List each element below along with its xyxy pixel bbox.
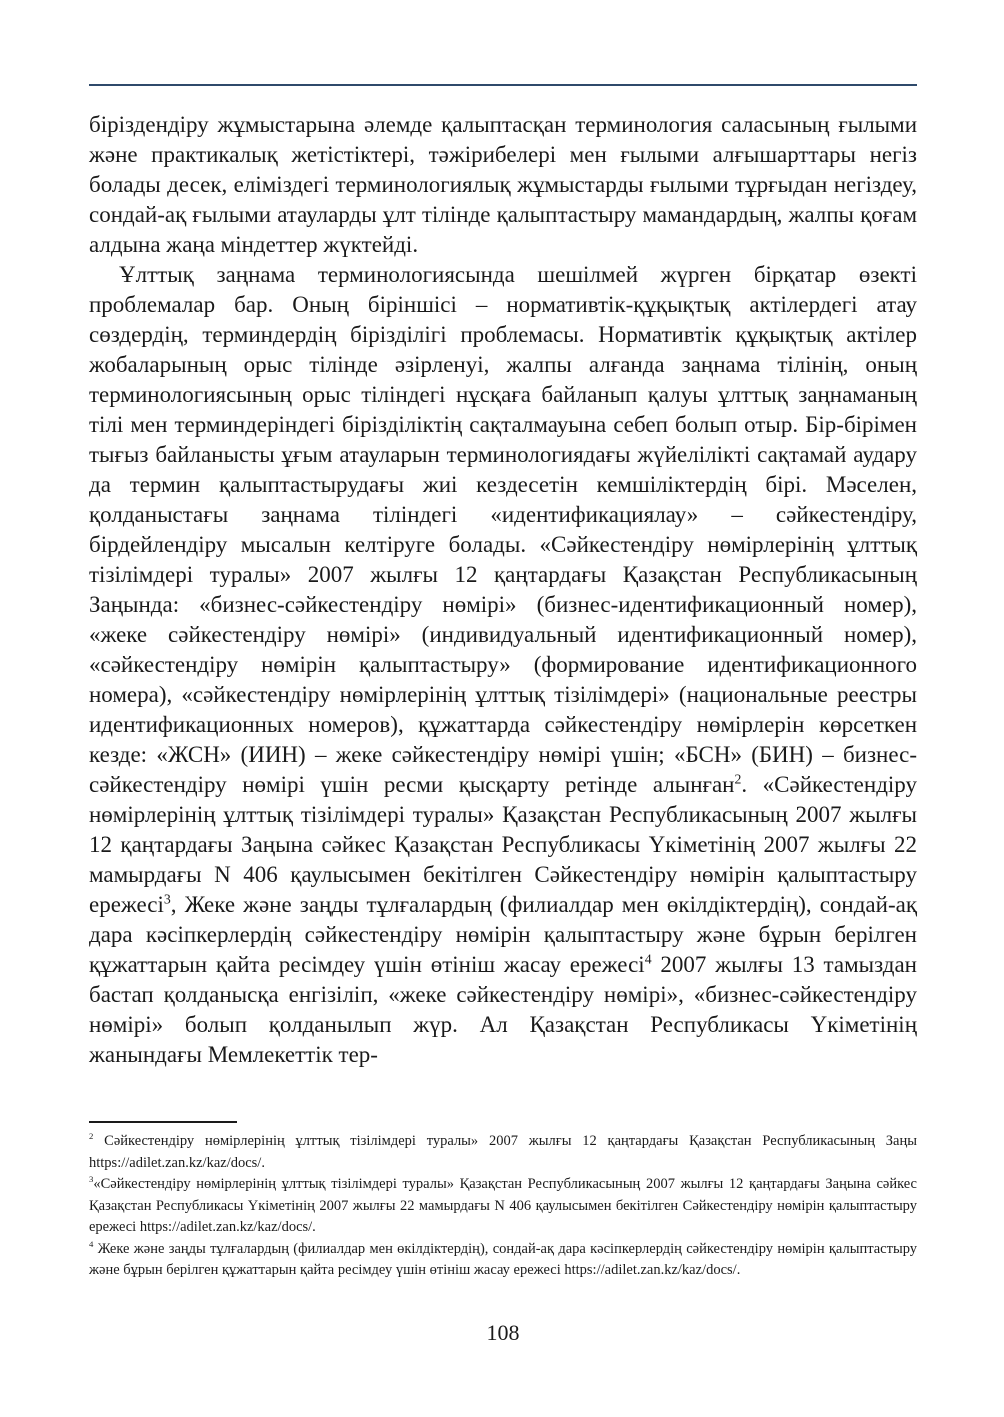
footnote-number: 2 <box>89 1131 94 1142</box>
main-body-text <box>89 110 917 1070</box>
footnote-reference: 4 <box>644 951 652 967</box>
header-rule <box>89 84 917 86</box>
footnote-number: 3 <box>89 1174 94 1185</box>
paragraph-text: . «Сәйкестендіру нөмірлерінің ұлттық тізілімдері туралы» Қазақстан Республикасының 2007 жылғы 12 қаңтардағы Заңына сәйкес Қазақстан Республикасы Үкіметінің 2007 жылғы 22 мамырдағы N 406 қаулысымен бекітілген Сәйкестендіру нөмірін қалыптастыру ережесі <box>89 772 917 917</box>
body-paragraph <box>89 110 917 260</box>
footnote-text: Жеке және заңды тұлғалардың (филиалдар мен өкілдіктердің), сондай-ақ дара кәсіпкерлердің сәйкестендіру нөмірін қалыптастыру және бұрын берілген құжаттарын қайта ресімдеу үшін өтініш жасау ережесі https://adilet.zan.kz/kaz/docs/. <box>89 1240 917 1278</box>
paragraph-text: Ұлттық заңнама терминологиясында шешілмей жүрген бірқатар өзекті проблемалар бар. Оның біріншісі – нормативтік-құқықтық актілердегі атау сөздердің, терминдердің бірізділігі проблемасы. Нормативтік құқықтық актілер жобаларының орыс тілінде әзірленуі, жалпы алғанда заңнама тілінің, оның терминологиясының орыс тіліндегі нұсқаға байланып қалуы ұлттық заңнаманың тілі мен терминдеріндегі бірізділіктің сақталмауына себеп болып отыр. Бір-бірімен тығыз байланысты ұғым атауларын терминологиядағы жүйелілікті сақтамай аудару да термин қалыптастырудағы жиі кездесетін кемшіліктердің бірі. Мәселен, қолданыстағы заңнама тіліндегі «идентификациялау» – сәйкестендіру, бірдейлендіру мысалын келтіруге болады. «Сәйкестендіру нөмірлерінің ұлттық тізілімдері туралы» 2007 жылғы 12 қаңтардағы Қазақстан Республикасының Заңында: «бизнес-сәйкестендіру нөмірі» (бизнес-идентификационный номер), «жеке сәйкестендіру нөмірі» (индивидуальный идентификационный номер), «сәйкестендіру нөмірін қалыптастыру» (формирование идентификационного номера), «сәйкестендіру нөмірлерінің ұлттық тізілімдері» (национальные реестры идентификационных номеров), құжаттарда сәйкестендіру нөмірлерін көрсеткен кезде: «ЖСН» (ИИН) – жеке сәйкестендіру нөмірі үшін; «БСН» (БИН) – бизнес-сәйкестендіру нөмірі үшін ресми қысқарту ретінде алынған <box>89 262 917 797</box>
footnote-2 <box>89 1131 917 1174</box>
footnote-text: Сәйкестендіру нөмірлерінің ұлттық тізілімдері туралы» 2007 жылғы 12 қаңтардағы Қазақстан Республикасының Заңы https://adilet.zan.kz/kaz/docs/. <box>89 1133 917 1171</box>
body-paragraph <box>89 260 917 1070</box>
footnotes <box>89 1131 917 1282</box>
footnote-4 <box>89 1239 917 1282</box>
footnote-separator <box>89 1121 237 1123</box>
paragraph-text: 2007 жылғы 13 тамыздан бастап қолданысқа енгізіліп, «жеке сәйкестендіру нөмірі», «бизнес-сәйкестендіру нөмірі» болып қолданылып жүр. Ал Қазақстан Республикасы Үкіметінің жанындағы Мемлекеттік тер- <box>89 952 917 1067</box>
paragraph-text: біріздендіру жұмыстарына әлемде қалыптасқан терминология саласының ғылыми және практикалық жетістіктері, тәжірибелері мен ғылыми алғышарттары негіз болады десек, еліміздегі терминологиялық жұмыстарды ғылыми тұрғыдан негіздеу, сондай-ақ ғылыми атауларды ұлт тілінде қалыптастыру мамандардың, жалпы қоғам алдына жаңа міндеттер жүктейді. <box>89 112 917 257</box>
footnote-number: 4 <box>89 1238 94 1249</box>
footnote-text: «Сәйкестендіру нөмірлерінің ұлттық тізілімдері туралы» Қазақстан Республикасының 2007 жылғы 12 қаңтардағы Заңына сәйкес Қазақстан Республикасы Үкіметінің 2007 жылғы 22 мамырдағы N 406 қаулысымен бекітілген Сәйкестендіру нөмірін қалыптастыру ережесі https://adilet.zan.kz/kaz/docs/. <box>89 1176 917 1235</box>
footnote-reference: 3 <box>163 891 171 907</box>
paragraph-text: , Жеке және заңды тұлғалардың (филиалдар мен өкілдіктердің), сондай-ақ дара кәсіпкерлердің сәйкестендіру нөмірін қалыптастыру және бұрын берілген құжаттарын қайта ресімдеу үшін өтініш жасау ережесі <box>89 892 917 977</box>
footnote-3 <box>89 1174 917 1239</box>
page-number: 108 <box>486 1320 520 1345</box>
footnote-reference: 2 <box>734 771 742 787</box>
